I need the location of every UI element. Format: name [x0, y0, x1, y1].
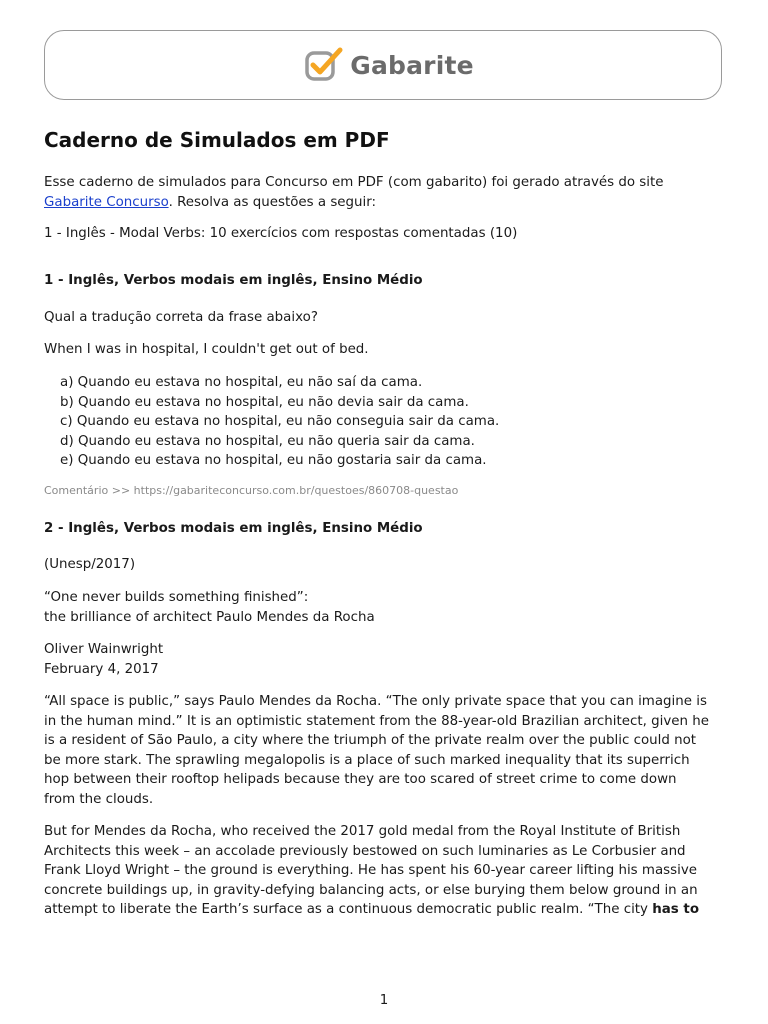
p2-line: Frank Lloyd Wright – the ground is everything. He has spent his 60-year career lifting his massive: [44, 863, 697, 878]
p1-line: from the clouds.: [44, 791, 154, 807]
headline-line-1: “One never builds something finished”:: [44, 590, 309, 605]
question-1-sentence: When I was in hospital, I couldn't get out of bed.: [44, 342, 369, 357]
option-d: d) Quando eu estava no hospital, eu não queria sair da cama.: [60, 433, 475, 449]
option-e: e) Quando eu estava no hospital, eu não gostaria sair da cama.: [60, 453, 487, 469]
header-banner: [44, 30, 722, 100]
p2-line: But for Mendes da Rocha, who received the 2017 gold medal from the Royal Institute of British: [44, 824, 681, 839]
p1-line: is a resident of São Paulo, a city where the triumph of the private realm over the public could not: [44, 733, 697, 748]
p2-line: Architects this week – an accolade previously bestowed on such luminaries as Le Corbusier and: [44, 843, 686, 859]
option-a: a) Quando eu estava no hospital, eu não saí da cama.: [60, 375, 423, 390]
p2-line: concrete buildings up, in gravity-defying balancing acts, or else burying them below ground in an: [44, 882, 698, 898]
p1-line: be more stark. The sprawling megalopolis is a place of such marked inequality that its superrich: [44, 752, 690, 768]
article-paragraph-1: [44, 692, 726, 809]
p1-line: “All space is public,” says Paulo Mendes da Rocha. “The only private space that you can imagine is: [44, 694, 707, 709]
question-1-heading: 1 - Inglês, Verbos modais em inglês, Ensino Médio: [44, 273, 423, 288]
intro-line-2: . Resolva as questões a seguir:: [168, 194, 377, 210]
page-title: Caderno de Simulados em PDF: [44, 128, 390, 152]
question-2-source: (Unesp/2017): [44, 557, 136, 572]
article-headline: [44, 588, 375, 627]
article-byline: [44, 640, 163, 679]
question-1-comment-link[interactable]: Comentário >> https://gabariteconcurso.com.br/questoes/860708-questao: [44, 484, 459, 497]
p1-line: hop between their rooftop helipads because they are too scared of street crime to come down: [44, 772, 677, 787]
page-number: 1: [379, 993, 389, 1008]
p2-bold-text: has to: [652, 902, 700, 917]
intro-line-1: Esse caderno de simulados para Concurso em PDF (com gabarito) foi gerado através do site: [44, 175, 664, 190]
option-c: c) Quando eu estava no hospital, eu não conseguia sair da cama.: [60, 414, 500, 430]
article-date: February 4, 2017: [44, 661, 159, 677]
p1-line: in the human mind.” It is an optimistic statement from the 88-year-old Brazilian architect, given he: [44, 713, 709, 729]
p2-line: attempt to liberate the Earth’s surface as a continuous democratic public realm. “The city: [44, 902, 653, 917]
question-1-options: [60, 373, 499, 471]
gabarite-concurso-link[interactable]: Gabarite Concurso: [44, 194, 169, 210]
headline-line-2: the brilliance of architect Paulo Mendes da Rocha: [44, 609, 375, 625]
question-2-heading: 2 - Inglês, Verbos modais em inglês, Ensino Médio: [44, 521, 423, 536]
intro-text: [44, 173, 663, 212]
gabarite-logo[interactable]: [304, 47, 474, 83]
article-author: Oliver Wainwright: [44, 642, 164, 657]
option-b: b) Quando eu estava no hospital, eu não devia sair da cama.: [60, 394, 469, 410]
checkmark-logo-icon: [304, 47, 344, 83]
logo-text: Gabarite: [350, 50, 474, 80]
article-paragraph-2: [44, 822, 726, 920]
question-1-prompt: Qual a tradução correta da frase abaixo?: [44, 310, 318, 325]
summary-line: 1 - Inglês - Modal Verbs: 10 exercícios com respostas comentadas (10): [44, 226, 518, 241]
